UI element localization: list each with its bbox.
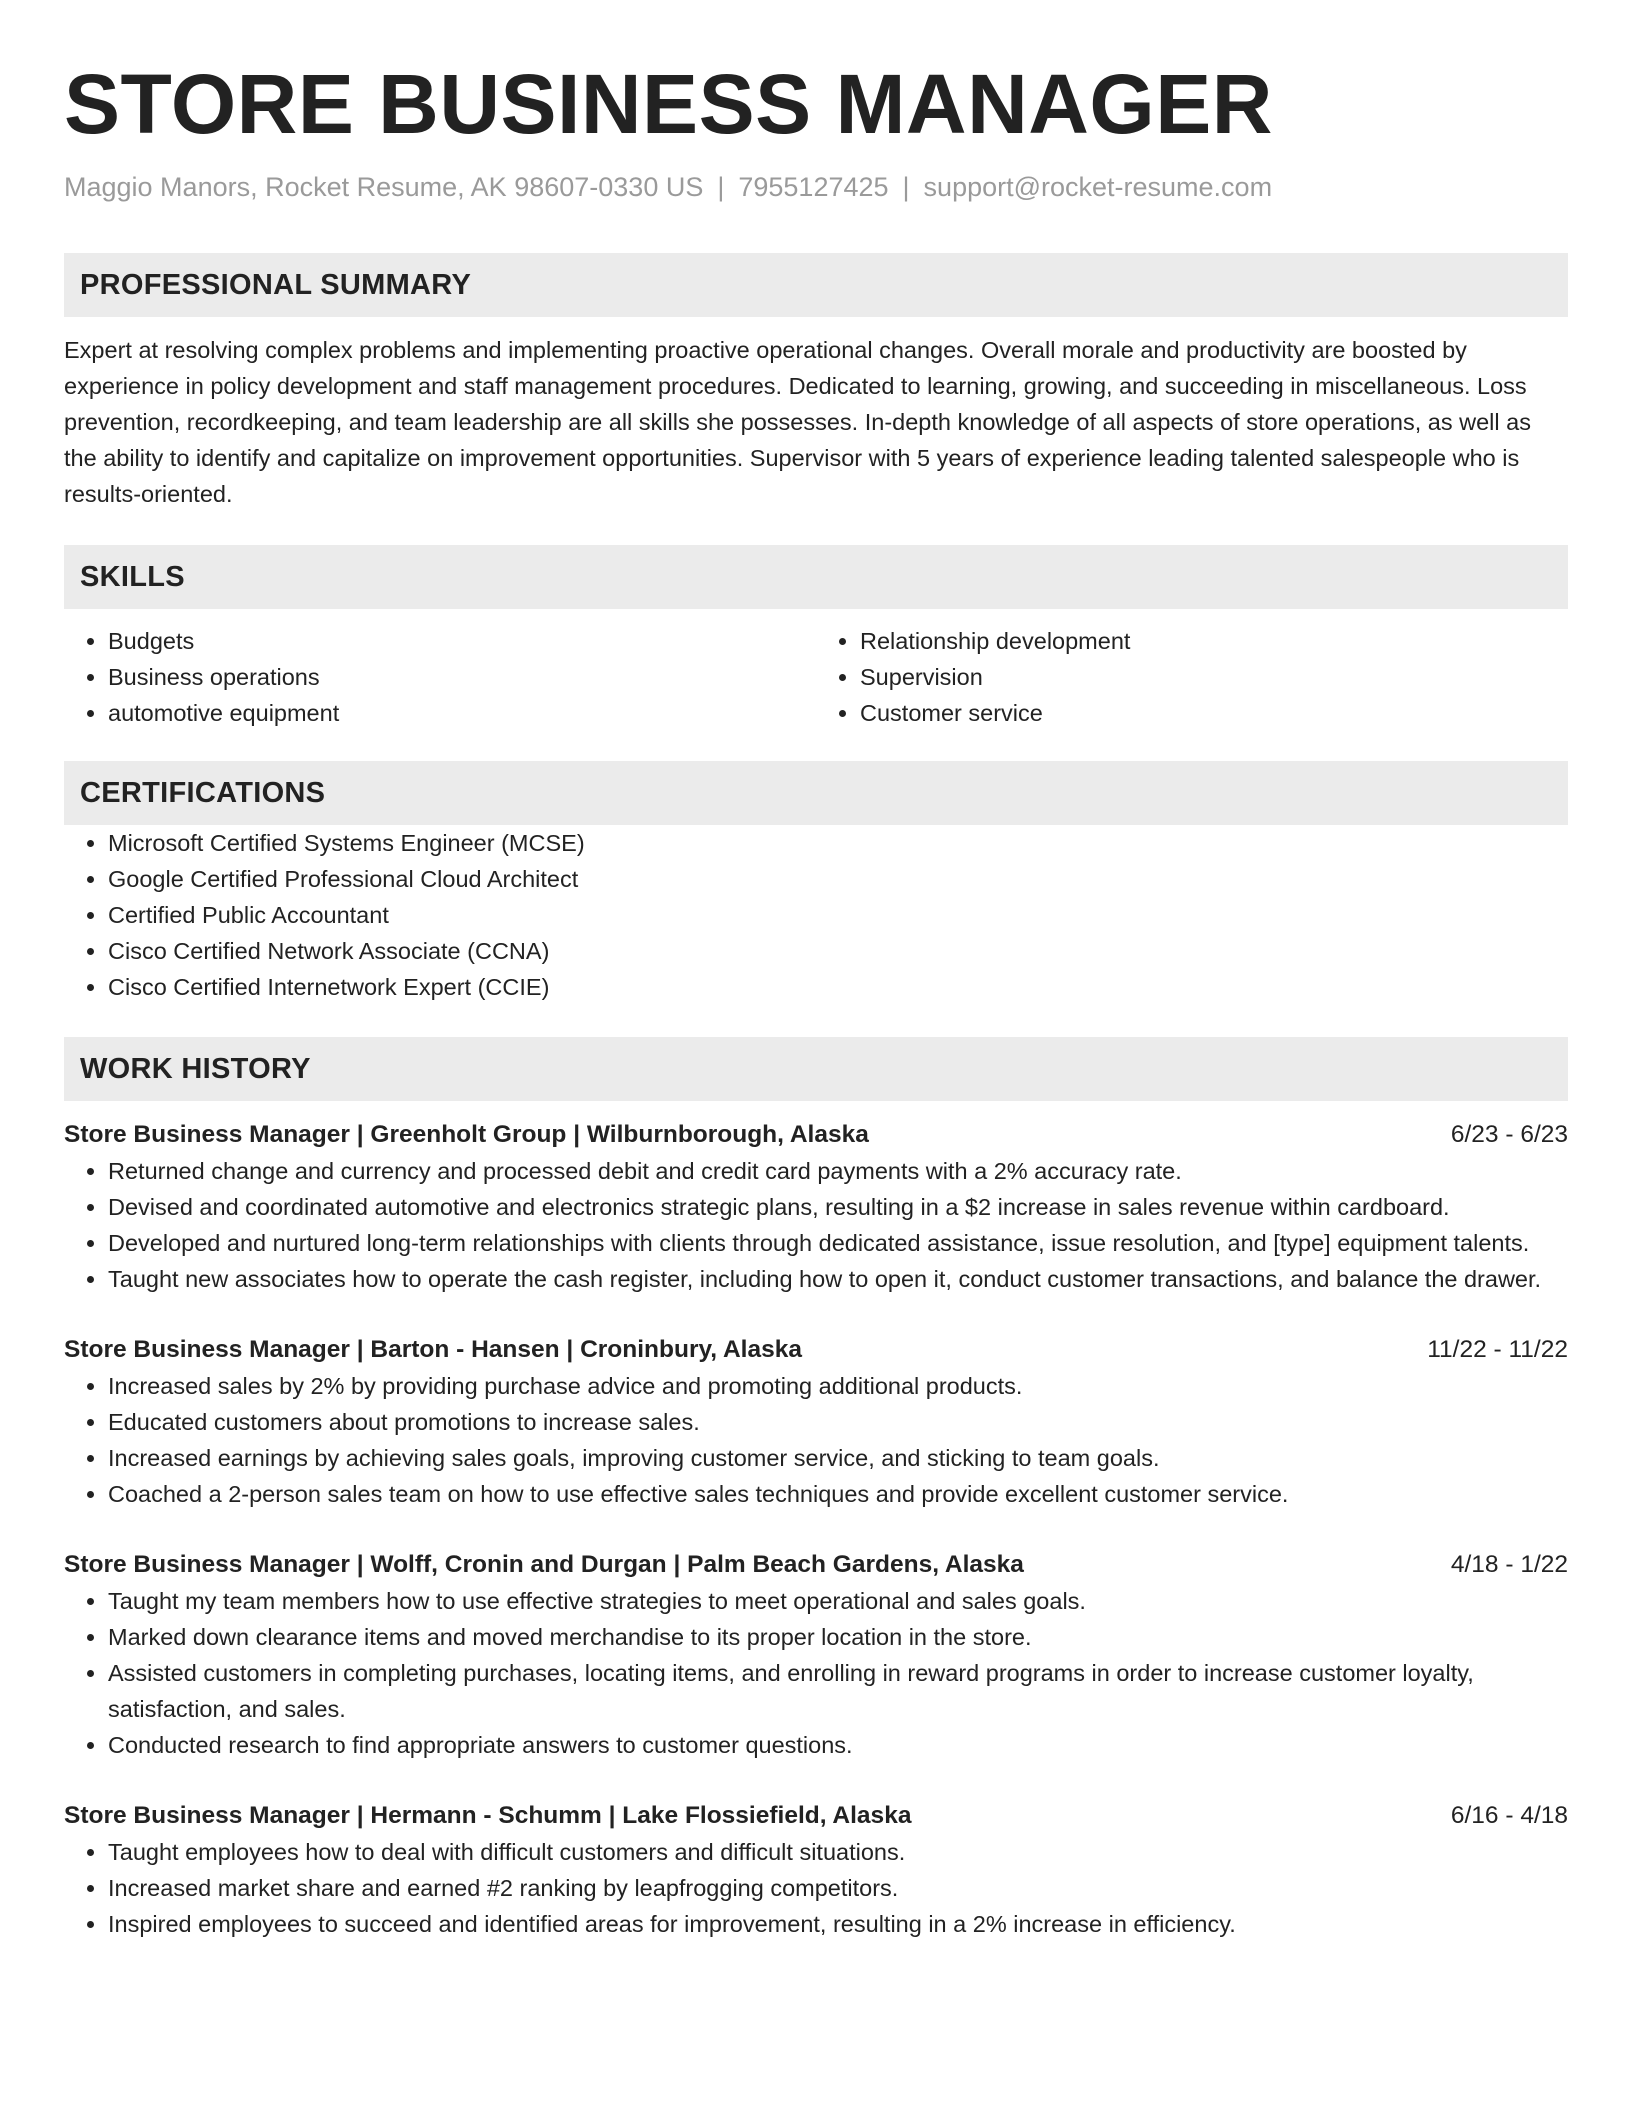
job-header — [64, 1547, 1568, 1583]
skill-item: • Relationship development — [860, 623, 1568, 659]
job-bullet: • Increased earnings by achieving sales goals, improving customer service, and sticking to team goals. — [108, 1440, 1568, 1476]
contact-phone: 7955127425 — [738, 172, 889, 202]
job-entry — [64, 1332, 1568, 1512]
job-bullet: • Returned change and currency and processed debit and credit card payments with a 2% accuracy rate. — [108, 1153, 1568, 1189]
job-title: Store Business Manager | Greenholt Group | Wilburnborough, Alaska — [64, 1121, 869, 1148]
job-entry — [64, 1798, 1568, 1942]
skill-item: • Budgets — [108, 623, 816, 659]
job-header — [64, 1798, 1568, 1834]
job-entry — [64, 1117, 1568, 1297]
job-title: Store Business Manager | Hermann - Schumm | Lake Flossiefield, Alaska — [64, 1802, 912, 1829]
section-header-work-history: WORK HISTORY — [64, 1037, 1568, 1101]
section-header-summary: PROFESSIONAL SUMMARY — [64, 253, 1568, 317]
job-bullets — [64, 1834, 1568, 1942]
job-dates: 6/16 - 4/18 — [1450, 1802, 1568, 1829]
job-bullet: • Increased market share and earned #2 ranking by leapfrogging competitors. — [108, 1870, 1568, 1906]
contact-separator: | — [717, 172, 725, 202]
job-dates: 11/22 - 11/22 — [1427, 1336, 1568, 1363]
skills-grid — [64, 623, 1568, 731]
skill-item: • Supervision — [860, 659, 1568, 695]
job-bullet: • Taught employees how to deal with difficult customers and difficult situations. — [108, 1834, 1568, 1870]
job-bullets — [64, 1583, 1568, 1763]
certification-item: • Cisco Certified Internetwork Expert (CCIE) — [108, 969, 1568, 1005]
skills-list-left — [64, 623, 816, 731]
contact-line — [64, 170, 1568, 204]
section-header-certifications: CERTIFICATIONS — [64, 761, 1568, 825]
job-header — [64, 1332, 1568, 1368]
job-bullet: • Assisted customers in completing purchases, locating items, and enrolling in reward programs in order to increase customer loyalty, satisfaction, and sales. — [108, 1655, 1568, 1727]
job-bullets — [64, 1368, 1568, 1512]
certification-item: • Certified Public Accountant — [108, 897, 1568, 933]
skill-item: • Customer service — [860, 695, 1568, 731]
section-header-skills: SKILLS — [64, 545, 1568, 609]
skill-item: • Business operations — [108, 659, 816, 695]
certification-item: • Google Certified Professional Cloud Architect — [108, 861, 1568, 897]
job-dates: 4/18 - 1/22 — [1450, 1551, 1568, 1578]
certification-item: • Microsoft Certified Systems Engineer (MCSE) — [108, 825, 1568, 861]
certifications-list — [64, 825, 1568, 1005]
job-title: Store Business Manager | Barton - Hansen | Croninbury, Alaska — [64, 1336, 802, 1363]
job-bullet: • Developed and nurtured long-term relationships with clients through dedicated assistance, issue resolution, and [type] equipment talents. — [108, 1225, 1568, 1261]
certification-item: • Cisco Certified Network Associate (CCNA) — [108, 933, 1568, 969]
job-bullet: • Marked down clearance items and moved merchandise to its proper location in the store. — [108, 1619, 1568, 1655]
job-bullet: • Inspired employees to succeed and identified areas for improvement, resulting in a 2% increase in efficiency. — [108, 1906, 1568, 1942]
job-bullet: • Educated customers about promotions to increase sales. — [108, 1404, 1568, 1440]
job-bullet: • Coached a 2-person sales team on how to use effective sales techniques and provide excellent customer service. — [108, 1476, 1568, 1512]
job-bullet: • Taught my team members how to use effective strategies to meet operational and sales goals. — [108, 1583, 1568, 1619]
job-entry — [64, 1547, 1568, 1763]
resume-title: STORE BUSINESS MANAGER — [64, 57, 1273, 151]
contact-address: Maggio Manors, Rocket Resume, AK 98607-0330 US — [64, 172, 704, 202]
contact-email: support@rocket-resume.com — [923, 172, 1273, 202]
job-bullet: • Taught new associates how to operate the cash register, including how to open it, conduct customer transactions, and balance the drawer. — [108, 1261, 1568, 1297]
summary-text: Expert at resolving complex problems and implementing proactive operational changes. Overall morale and productivity are boosted by experience in policy development and staff management procedures. Dedicated to learning, growing, and succeeding in miscellaneous. Loss prevention, recordkeeping, and team leadership are all skills she possesses. In-depth knowledge of all aspects of store operations, as well as the ability to identify and capitalize on improvement opportunities. Supervisor with 5 years of experience leading talented salespeople who is results-oriented. — [64, 337, 1531, 507]
job-header — [64, 1117, 1568, 1153]
job-bullet: • Devised and coordinated automotive and electronics strategic plans, resulting in a $2 increase in sales revenue within cardboard. — [108, 1189, 1568, 1225]
job-dates: 6/23 - 6/23 — [1450, 1121, 1568, 1148]
job-title: Store Business Manager | Wolff, Cronin and Durgan | Palm Beach Gardens, Alaska — [64, 1551, 1024, 1578]
skills-list-right — [816, 623, 1568, 731]
job-bullet: • Conducted research to find appropriate answers to customer questions. — [108, 1727, 1568, 1763]
contact-separator: | — [902, 172, 910, 202]
skill-item: • automotive equipment — [108, 695, 816, 731]
job-bullet: • Increased sales by 2% by providing purchase advice and promoting additional products. — [108, 1368, 1568, 1404]
job-bullets — [64, 1153, 1568, 1297]
